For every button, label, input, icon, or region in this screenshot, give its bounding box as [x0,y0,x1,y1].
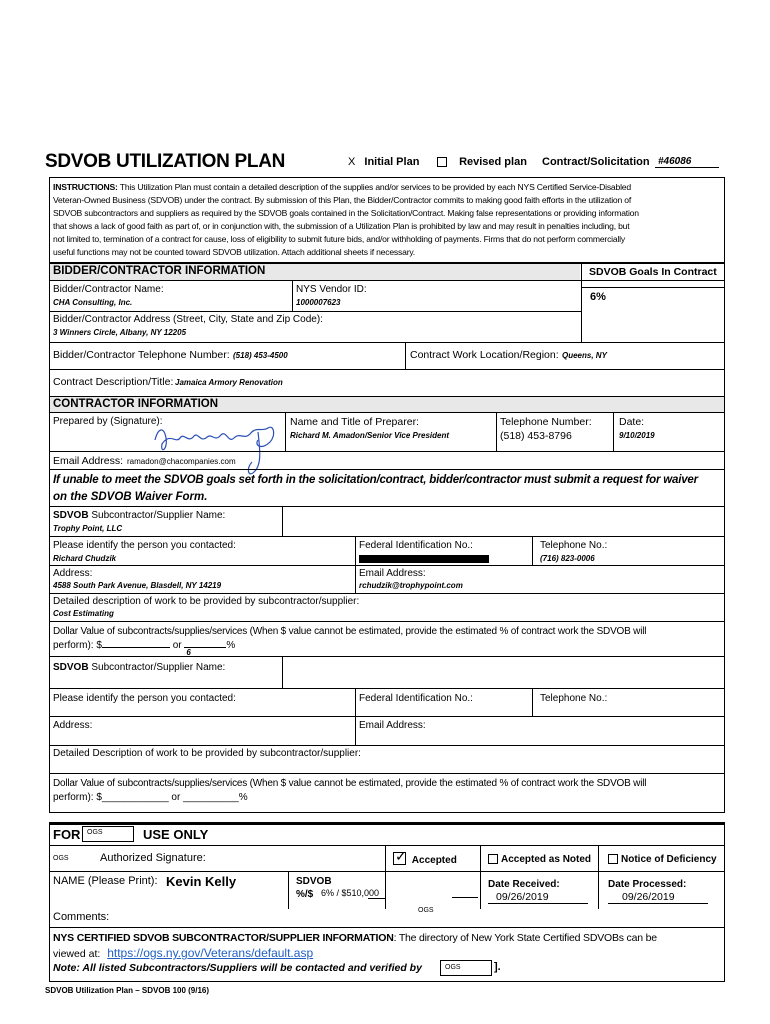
sub1-address-value[interactable]: 4588 South Park Avenue, Blasdell, NY 14219 [53,581,222,590]
accepted-label: Accepted [411,855,457,866]
waiver-notice-line1: If unable to meet the SDVOB goals set forth in the solicitation/contract, bidder/contractor must submit a request for waiver [53,474,698,486]
accepted-option[interactable] [393,848,457,866]
contractor-phone-value[interactable]: (518) 453-8796 [500,430,572,442]
sdvob-pct-value[interactable]: 6% / $510,000 [321,888,380,898]
date-received-value[interactable]: 09/26/2019 [496,891,549,903]
waiver-notice-line2: on the SDVOB Waiver Form. [53,491,208,503]
signature-image [150,410,285,482]
certified-info-heading: NYS CERTIFIED SDVOB SUBCONTRACTOR/SUPPLIER INFORMATION [53,932,394,944]
sub2-work-label: Detailed Description of work to be provided by subcontractor/supplier: [53,748,361,759]
veterans-directory-link[interactable]: https://ogs.ny.gov/Veterans/default.asp [107,946,314,960]
sub2-email-label: Email Address: [359,720,426,731]
sub1-address-label: Address: [53,568,93,579]
sub1-dollar-prefix: perform): $ [53,640,102,651]
instructions-text [53,181,723,259]
instructions-label: INSTRUCTIONS: [53,182,118,192]
location-label: Contract Work Location/Region: [410,349,559,361]
print-name-label: NAME (Please Print): [53,875,158,887]
ogs-small-tag: OGS [418,907,434,914]
contractor-email-value[interactable]: ramadon@chacompanies.com [127,457,236,466]
accepted-as-noted-label: Accepted as Noted [501,854,592,865]
initial-plan-option[interactable] [348,156,419,168]
sub1-email-value[interactable]: rchudzik@trophypoint.com [359,581,463,590]
contractor-phone-label: Telephone Number: [500,416,592,428]
verify-note-end: ]. [494,961,501,973]
sub2-address-label: Address: [53,720,93,731]
bidder-name-label: Bidder/Contractor Name: [53,284,164,295]
print-name-value[interactable]: Kevin Kelly [166,874,237,889]
certified-info-line [53,932,657,944]
sub1-fed-id-label: Federal Identification No.: [359,540,473,551]
sub1-percent-sign: % [226,640,236,651]
sub1-name-value[interactable]: Trophy Point, LLC [53,524,123,533]
bidder-phone-label: Bidder/Contractor Telephone Number: [53,349,230,361]
vendor-id-value[interactable]: 1000007623 [296,298,341,307]
sub1-phone-label: Telephone No.: [540,540,608,551]
bidder-address-value[interactable]: 3 Winners Circle, Albany, NY 12205 [53,328,187,337]
sub1-dollar-or: or [172,640,182,651]
accepted-as-noted-checkbox[interactable] [488,854,498,864]
preparer-value[interactable]: Richard M. Amadon/Senior Vice President [290,431,449,440]
accepted-checkbox[interactable]: ✓ [395,848,407,864]
form-footer: SDVOB Utilization Plan – SDVOB 100 (9/16) [45,986,210,995]
sub1-email-label: Email Address: [359,568,426,579]
vendor-id-label: NYS Vendor ID: [296,284,367,295]
goals-value: 6% [590,291,606,303]
sub1-phone-value[interactable]: (716) 823-0006 [540,554,595,563]
sub1-name-label-text: Subcontractor/Supplier Name: [91,510,226,521]
date-label: Date: [619,416,645,428]
sub1-dollar-line [53,640,236,657]
location-value[interactable]: Queens, NY [562,351,607,360]
sub2-name-label-bold: SDVOB [53,662,89,673]
sdvob-pct-label-2: %/$ [296,889,314,900]
for-label: FOR [53,827,81,842]
auth-signature-label: Authorized Signature: [100,852,206,864]
sdvob-pct-label-1: SDVOB [296,876,332,887]
sub2-fed-id-label: Federal Identification No.: [359,693,473,704]
accepted-as-noted-option[interactable] [488,854,591,865]
deficiency-checkbox[interactable] [608,854,618,864]
redacted-fed-id [359,555,489,563]
deficiency-label: Notice of Deficiency [621,854,717,865]
revised-plan-checkbox[interactable] [437,157,447,167]
sub1-name-label-bold: SDVOB [53,510,89,521]
sub1-contact-label: Please identify the person you contacted: [53,540,236,551]
page-title: SDVOB UTILIZATION PLAN [45,151,286,172]
bidder-address-label: Bidder/Contractor Address (Street, City, State and Zip Code): [53,314,323,325]
sub1-percent-field[interactable] [184,647,226,657]
certified-info-link-line [53,946,313,960]
contract-label: Contract/Solicitation [542,156,650,168]
instructions-line: SDVOB subcontractors and suppliers as required by the SDVOB goals contained in the Solicitation/Contract. Making false representations or providing information [53,208,639,218]
comments-label: Comments: [53,911,110,923]
instructions-line: that shows a lack of good faith as part of, or in conjunction with, the submission of a Utilization Plan is prohibited by law and may result in penalties including, but [53,221,630,231]
date-received-label: Date Received: [488,879,560,890]
sub2-name-label-text: Subcontractor/Supplier Name: [91,662,226,673]
preparer-label: Name and Title of Preparer: [290,416,419,428]
revised-plan-label: Revised plan [459,156,527,168]
instructions-line: Veteran-Owned Business (SDVOB) under the contract. By submission of this Plan, the Bidder/Contractor commits to making good faith efforts in the utilization of [53,195,632,205]
sub1-percent-value: 6 [186,648,191,657]
initial-plan-mark: X [348,156,356,168]
sub2-phone-label: Telephone No.: [540,693,608,704]
sub1-work-label: Detailed description of work to be provided by subcontractor/supplier: [53,596,360,607]
date-processed-value[interactable]: 09/26/2019 [622,891,675,903]
sub1-contact-value[interactable]: Richard Chudzik [53,554,117,563]
sub1-dollar-label: Dollar Value of subcontracts/supplies/services (When $ value cannot be estimated, provide the estimated % of contract work the SDVOB will [53,626,647,637]
sub2-contact-label: Please identify the person you contacted: [53,693,236,704]
sub2-name-label [53,662,225,673]
goals-header: SDVOB Goals In Contract [589,266,717,278]
verify-ogs-tag: OGS [445,964,461,971]
description-label: Contract Description/Title: [53,376,174,388]
bidder-header: BIDDER/CONTRACTOR INFORMATION [53,265,266,277]
date-value[interactable]: 9/10/2019 [619,431,655,440]
sub1-name-label [53,510,225,521]
bidder-name-value[interactable]: CHA Consulting, Inc. [53,298,133,307]
deficiency-option[interactable] [608,854,717,865]
verification-note: Note: All listed Subcontractors/Suppliers will be contacted and verified by [53,962,422,974]
use-only-label: USE ONLY [143,827,209,842]
auth-ogs-tag: OGS [53,855,69,862]
description-value[interactable]: Jamaica Armory Renovation [175,378,283,387]
instructions-line: useful functions may not be counted toward SDVOB utilization. Attach additional sheets if necessary. [53,247,415,257]
certified-info-text: : The directory of New York State Certified SDVOBs can be [393,932,657,944]
sub2-dollar-line: perform): $____________ or __________% [53,792,248,803]
sub2-dollar-label: Dollar Value of subcontracts/supplies/services (When $ value cannot be estimated, provide the estimated % of contract work the SDVOB will [53,778,647,789]
instructions-line: This Utilization Plan must contain a detailed description of the supplies and/or services to be provided by each NYS Certified Service-Disabled [119,182,631,192]
revised-plan-option[interactable] [437,156,527,168]
ogs-tag: OGS [87,829,103,836]
sub1-work-value[interactable]: Cost Estimating [53,609,114,618]
prepared-by-label: Prepared by (Signature): [53,416,163,427]
initial-plan-label: Initial Plan [364,156,420,168]
bidder-phone-value[interactable]: (518) 453-4500 [233,351,288,360]
contract-value: #46086 [658,156,692,167]
date-processed-label: Date Processed: [608,879,687,890]
contractor-header: CONTRACTOR INFORMATION [53,398,219,410]
contractor-email-label: Email Address: [53,455,124,467]
certified-info-viewed-at: viewed at: [53,948,101,960]
instructions-line: not limited to, termination of a contract for cause, loss of eligibility to submit future bids, and/or withholding of payments. Firms that do not perform commercially [53,234,625,244]
